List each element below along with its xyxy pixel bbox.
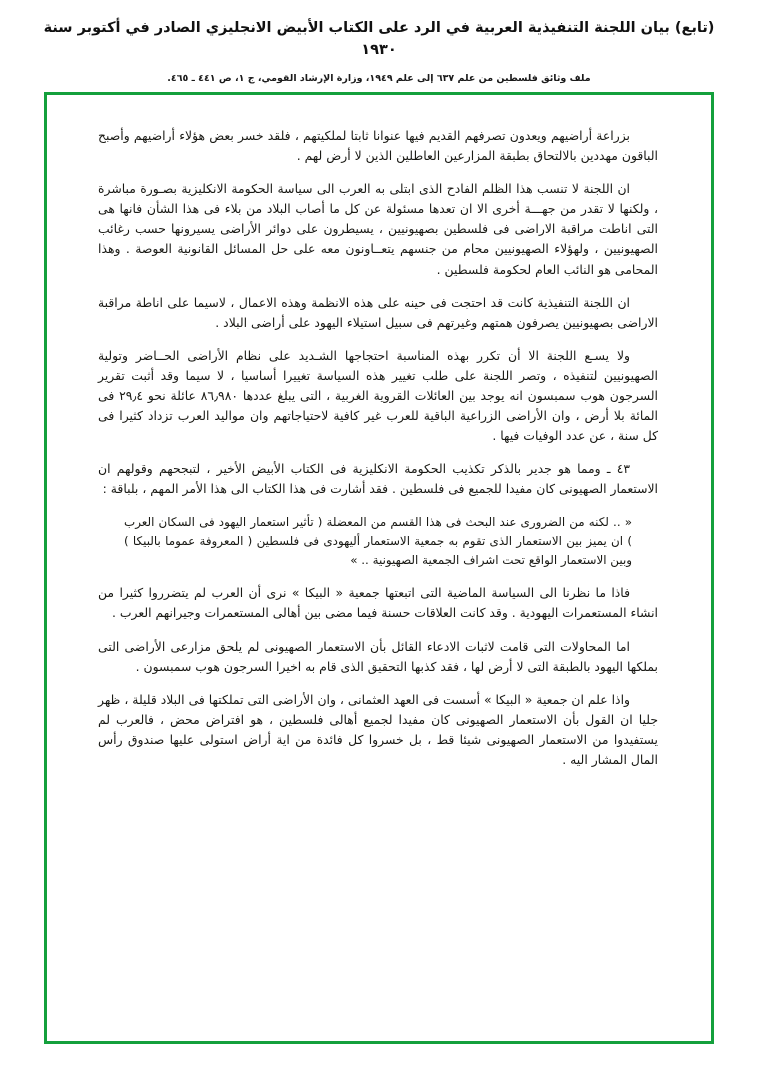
paragraph: بزراعة أراضيهم ويعدون تصرفهم القديم فيها عنوانا ثابتا لملكيتهم ، فلقد خسر بعض هؤلاء أراضيهم وأصبح الباقون مهددين بالالتحاق بطبقة المزارعين العاطلين الذين لا أرض لهم .	[98, 128, 658, 164]
document-body	[60, 108, 698, 1028]
paragraph: ولا يسـع اللجنة الا أن تكرر بهذه المناسبة احتجاجها الشـديد على نظام الأراضى الحــاضر وتولية الصهيونيين لتنفيذه ، وتصر اللجنة على طلب تغيير هذه السياسة تغييرا أساسيا ، لا سيما وقد أثبت تقرير السرجون هوب سمبسون انه يوجد بين العائلات القروية الغربية ، التى يبلغ عددها ٨٦٫٩٨٠ عائلة نحو ٢٩٫٤ فى المائة بلا أرض ، وان الأراضى الزراعية الباقية للعرب غير كافية لاحتياجاتهم وان مواليد العرب تزداد كثيرا فى كل سنة ، عن عدد الوفيات فيها .	[98, 347, 658, 444]
paragraph: واذا علم ان جمعية « البيكا » أسست فى العهد العثمانى ، وان الأراضى التى تملكتها فى البلاد قليلة ، ظهر جليا ان القول بأن الاستعمار الصهيونى كان مفيدا لجميع أهالى فلسطين ، هو افتراض محض ، فالعرب لم يستفيدوا من الاستعمار الصهيونى شيئا قط ، بل خسروا كل فائدة من اية أراض استولى عليها صندوق رأس المال المشار اليه .	[98, 691, 658, 767]
paragraph: فاذا ما نظرنا الى السياسة الماضية التى اتبعتها جمعية « البيكا » نرى أن العرب لم يتضرروا كثيرا من انشاء المستعمرات اليهودية . وقد كانت العلاقات حسنة فيما مضى بين أهالى المستعمرات وجيرانهم العرب .	[98, 585, 658, 621]
page-title: (تابع) بيان اللجنة التنفيذية العربية في الرد على الكتاب الأبيض الانجليزي الصادر في أكتوبر سنة ١٩٣٠	[43, 20, 715, 58]
paragraph: ٤٣ ـ ومما هو جدير بالذكر تكذيب الحكومة الانكليزية فى الكتاب الأبيض الأخير ، لتبجحهم وقولهم ان الاستعمار الصهيونى كان مفيدا للجميع فى فلسطين . فقد أشارت فى هذا الكتاب الى هذا الأمر المهم ، بلباقة :	[98, 461, 658, 497]
paragraph: ان اللجنة التنفيذية كانت قد احتجت فى حينه على هذه الانظمة وهذه الاعمال ، لاسيما على اناطة مراقبة الاراضى بصهيونيين يصرفون همتهم وغيرتهم فى سبيل استيلاء اليهود على أراضى البلاد .	[98, 294, 658, 330]
paragraph: ان اللجنة لا تنسب هذا الظلم الفادح الذى ابتلى به العرب الى سياسة الحكومة الانكليزية بصـورة مباشرة ، ولكنها لا تقدر من جهـــة أخرى الا ان تعدها مسئولة عن كل ما أصاب البلاد من بلاء فى هذا الشأن فانها هى التى اناطت مراقبة الاراضى فى فلسطين بصهيونيين ، يسيطرون على دوائر الأراضى يسيرونها حسب رغائب الصهيونيين ، ولهؤلاء الصهيونيين محام من جنسهم يتعــاونون معه على حل المسائل القانونية العوصة . وهذا المحامى هو النائب العام لحكومة فلسطين .	[98, 181, 658, 277]
document-header	[0, 0, 758, 86]
source-citation: ملف وثائق فلسطين من علم ٦٣٧ إلى علم ١٩٤٩، وزارة الإرشاد القومي، ج ١، ص ٤٤١ ـ ٤٦٥.	[167, 72, 591, 84]
paragraph: اما المحاولات التى قامت لاثبات الادعاء القائل بأن الاستعمار الصهيونى لم يلحق مزارعى الأراضى التى بملكها اليهود بالطبقة التى لا أرض لها ، فقد كذبها التحقيق الذى قام به اخيرا السرجون هوب سمبسون .	[98, 638, 658, 674]
block-quote: « .. لكنه من الضرورى عند البحث فى هذا القسم من المعضلة ( تأثير استعمار اليهود فى السكان العرب ) ان يميز بين الاستعمار الذى تقوم به جمعية الاستعمار أليهودى فى فلسطين ( المعروفة عموما بالبيكا ) وبين الاستعمار الواقع تحت اشراف الجمعية الصهيونية .. »	[124, 514, 632, 568]
